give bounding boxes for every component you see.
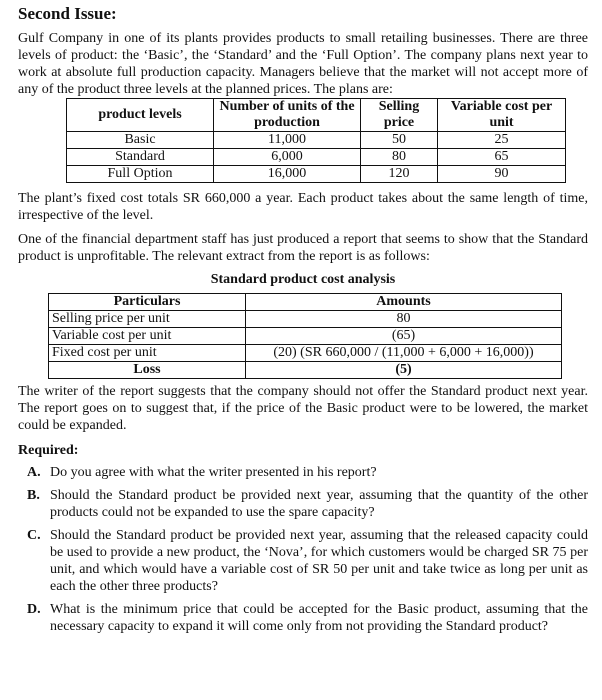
question-text: Should the Standard product be provided next year, assuming that the released capacity could be used to provide a new product, the ‘Nova’, for which customers would be charged SR 75 per unit, and which would have a variable cost of SR 50 per unit and take twice as long per unit as each the other three products?	[50, 528, 588, 594]
analysis-label: Selling price per unit	[49, 311, 246, 328]
analysis-header-row	[49, 294, 562, 311]
question-list	[18, 464, 588, 635]
plan-cell: 11,000	[214, 132, 361, 149]
plan-cell: 80	[361, 149, 438, 166]
question-item	[18, 601, 588, 635]
analysis-row	[49, 345, 562, 362]
plan-cell: 16,000	[214, 166, 361, 183]
plan-cell: 90	[438, 166, 566, 183]
production-plan-table	[66, 98, 566, 183]
plan-header-row	[67, 99, 566, 132]
question-text: Do you agree with what the writer presented in his report?	[50, 465, 377, 480]
suggestion-paragraph: The writer of the report suggests that the company should not offer the Standard product next year. The report goes on to suggest that, if the price of the Basic product were to be lowered, the market could be expanded.	[18, 384, 588, 433]
plan-header-cell: Number of units of the production	[214, 99, 361, 132]
analysis-row	[49, 328, 562, 345]
plan-cell: 65	[438, 149, 566, 166]
analysis-loss-row	[49, 362, 562, 379]
question-marker: C.	[27, 528, 41, 543]
plan-cell: Standard	[67, 149, 214, 166]
intro-paragraph: Gulf Company in one of its plants provides products to small retailing businesses. There are three levels of product: the ‘Basic’, the ‘Standard’ and the ‘Full Option’. The company plans next year to work at absolute full production capacity. Managers believe that the market will not accept more of any of the product three levels at the planned prices. The plans are:	[18, 31, 588, 97]
loss-value: (5)	[246, 362, 562, 379]
plan-cell: 25	[438, 132, 566, 149]
question-text: What is the minimum price that could be accepted for the Basic product, assuming that the necessary capacity to expand it will come only from not providing the Standard product?	[50, 602, 588, 634]
cost-analysis-table	[48, 293, 562, 379]
plan-row	[67, 166, 566, 183]
analysis-value: 80	[246, 311, 562, 328]
plan-row	[67, 132, 566, 149]
analysis-row	[49, 311, 562, 328]
question-item	[18, 464, 588, 481]
analysis-header-cell: Amounts	[246, 294, 562, 311]
plan-cell: Full Option	[67, 166, 214, 183]
question-marker: B.	[27, 488, 40, 503]
plan-cell: 6,000	[214, 149, 361, 166]
plan-cell: 120	[361, 166, 438, 183]
question-item	[18, 527, 588, 595]
fixed-cost-paragraph: The plant’s fixed cost totals SR 660,000 a year. Each product takes about the same length of time, irrespective of the level.	[18, 191, 588, 223]
loss-label: Loss	[49, 362, 246, 379]
question-item	[18, 487, 588, 521]
question-marker: A.	[27, 465, 41, 480]
analysis-label: Fixed cost per unit	[49, 345, 246, 362]
analysis-header-cell: Particulars	[49, 294, 246, 311]
question-marker: D.	[27, 602, 41, 617]
plan-cell: Basic	[67, 132, 214, 149]
plan-header-cell: Variable cost per unit	[438, 99, 566, 132]
question-text: Should the Standard product be provided next year, assuming that the quantity of the other products could not be expanded to use the spare capacity?	[50, 488, 588, 520]
analysis-label: Variable cost per unit	[49, 328, 246, 345]
plan-row	[67, 149, 566, 166]
analysis-value: (65)	[246, 328, 562, 345]
report-paragraph: One of the financial department staff has just produced a report that seems to show that the Standard product is unprofitable. The relevant extract from the report is as follows:	[18, 232, 588, 264]
plan-header-cell: Selling price	[361, 99, 438, 132]
analysis-title: Standard product cost analysis	[210, 272, 396, 287]
section-heading: Second Issue:	[18, 4, 117, 23]
analysis-value: (20) (SR 660,000 / (11,000 + 6,000 + 16,000))	[246, 345, 562, 362]
required-label: Required:	[18, 443, 79, 458]
plan-header-cell: product levels	[67, 99, 214, 132]
plan-cell: 50	[361, 132, 438, 149]
